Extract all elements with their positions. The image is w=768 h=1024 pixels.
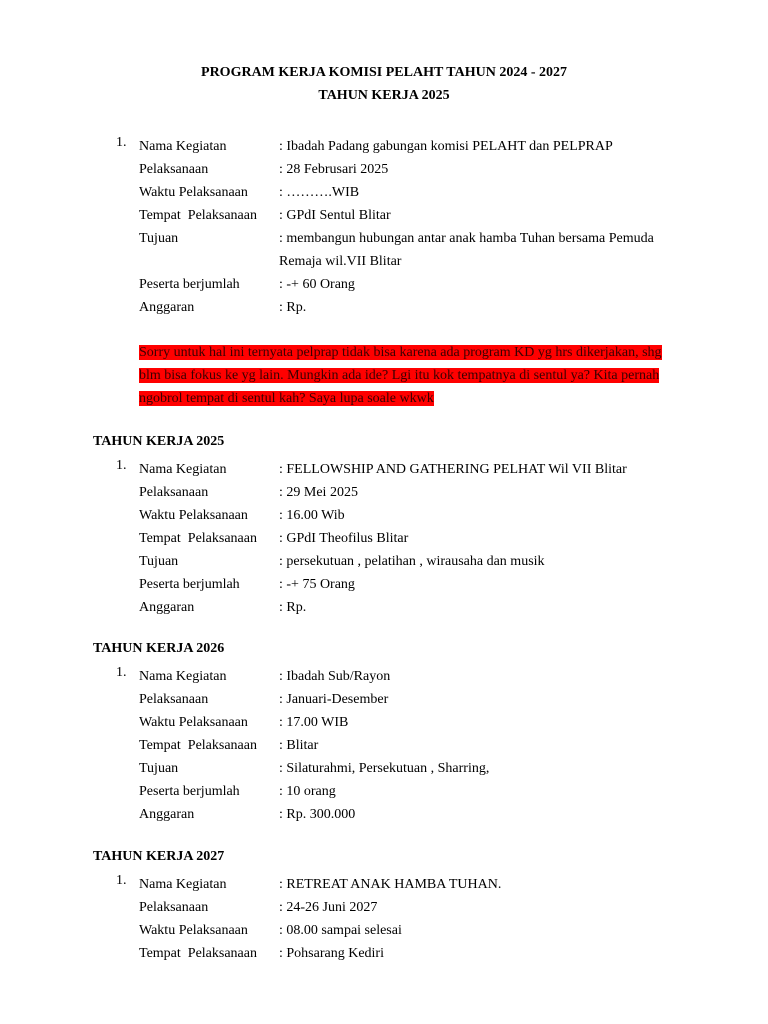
field-value: : Januari-Desember [279, 692, 389, 707]
list-number: 1. [116, 458, 127, 473]
field-row [139, 946, 699, 969]
highlighted-comment [139, 341, 679, 410]
field-label: Tempat Pelaksanaan [139, 738, 257, 753]
field-label: Pelaksanaan [139, 692, 209, 707]
field-value: : 29 Mei 2025 [279, 485, 358, 500]
field-label: Waktu Pelaksanaan [139, 715, 248, 730]
section-heading: TAHUN KERJA 2025 [93, 434, 225, 449]
field-value: : Pohsarang Kediri [279, 946, 384, 961]
field-value: : FELLOWSHIP AND GATHERING PELHAT Wil VII Blitar [279, 462, 627, 477]
field-label: Tempat Pelaksanaan [139, 208, 257, 223]
field-label: Waktu Pelaksanaan [139, 508, 248, 523]
section-heading: TAHUN KERJA 2026 [93, 641, 225, 656]
field-value: : Rp. 300.000 [279, 807, 356, 822]
field-value: : 10 orang [279, 784, 336, 799]
field-label: Peserta berjumlah [139, 784, 240, 799]
field-value: : Rp. [279, 300, 307, 315]
field-label: Nama Kegiatan [139, 462, 227, 477]
field-value: : 16.00 Wib [279, 508, 345, 523]
list-number: 1. [116, 135, 127, 150]
field-label: Waktu Pelaksanaan [139, 185, 248, 200]
field-row [139, 231, 699, 269]
field-label: Tujuan [139, 554, 179, 569]
field-value: : Silaturahmi, Persekutuan , Sharring, [279, 761, 490, 776]
field-value: : persekutuan , pelatihan , wirausaha dan musik [279, 554, 545, 569]
field-label: Peserta berjumlah [139, 577, 240, 592]
section-heading: TAHUN KERJA 2027 [93, 849, 225, 864]
highlighted-comment-text: Sorry untuk hal ini ternyata pelprap tidak bisa karena ada program KD yg hrs dikerjakan, shg blm bisa fokus ke yg lain. Mungkin ada ide? Lgi itu kok tempatnya di sentul ya? Kita pernah ngobrol tempat di sentul kah? Saya lupa soale wkwk [139, 345, 662, 406]
field-label: Nama Kegiatan [139, 669, 227, 684]
field-row [139, 600, 699, 623]
document-subtitle: TAHUN KERJA 2025 [318, 88, 450, 103]
field-value: : Ibadah Sub/Rayon [279, 669, 391, 684]
field-value: : Rp. [279, 600, 307, 615]
field-row [139, 807, 699, 830]
field-value: : 08.00 sampai selesai [279, 923, 402, 938]
field-label: Anggaran [139, 600, 195, 615]
field-label: Pelaksanaan [139, 900, 209, 915]
field-label: Nama Kegiatan [139, 139, 227, 154]
field-value: : GPdI Theofilus Blitar [279, 531, 409, 546]
field-label: Waktu Pelaksanaan [139, 923, 248, 938]
list-number: 1. [116, 665, 127, 680]
field-value: : Ibadah Padang gabungan komisi PELAHT dan PELPRAP [279, 139, 613, 154]
field-value: : -+ 60 Orang [279, 277, 355, 292]
field-label: Pelaksanaan [139, 485, 209, 500]
field-value: : 24-26 Juni 2027 [279, 900, 378, 915]
field-label: Tempat Pelaksanaan [139, 946, 257, 961]
field-label: Pelaksanaan [139, 162, 209, 177]
field-label: Tujuan [139, 761, 179, 776]
document-title: PROGRAM KERJA KOMISI PELAHT TAHUN 2024 - 2027 [201, 65, 567, 80]
field-label: Nama Kegiatan [139, 877, 227, 892]
field-value: : -+ 75 Orang [279, 577, 355, 592]
field-value: : GPdI Sentul Blitar [279, 208, 391, 223]
field-value: : 28 Februsari 2025 [279, 162, 389, 177]
field-label: Peserta berjumlah [139, 277, 240, 292]
field-value: : Blitar [279, 738, 319, 753]
field-label: Anggaran [139, 807, 195, 822]
field-label: Anggaran [139, 300, 195, 315]
field-row [139, 300, 699, 323]
field-value: : ……….WIB [279, 185, 360, 200]
field-value: : 17.00 WIB [279, 715, 349, 730]
field-label: Tujuan [139, 231, 179, 246]
field-label: Tempat Pelaksanaan [139, 531, 257, 546]
list-number: 1. [116, 873, 127, 888]
field-value: : RETREAT ANAK HAMBA TUHAN. [279, 877, 502, 892]
field-value: : membangun hubungan antar anak hamba Tuhan bersama Pemuda Remaja wil.VII Blitar [279, 231, 654, 269]
